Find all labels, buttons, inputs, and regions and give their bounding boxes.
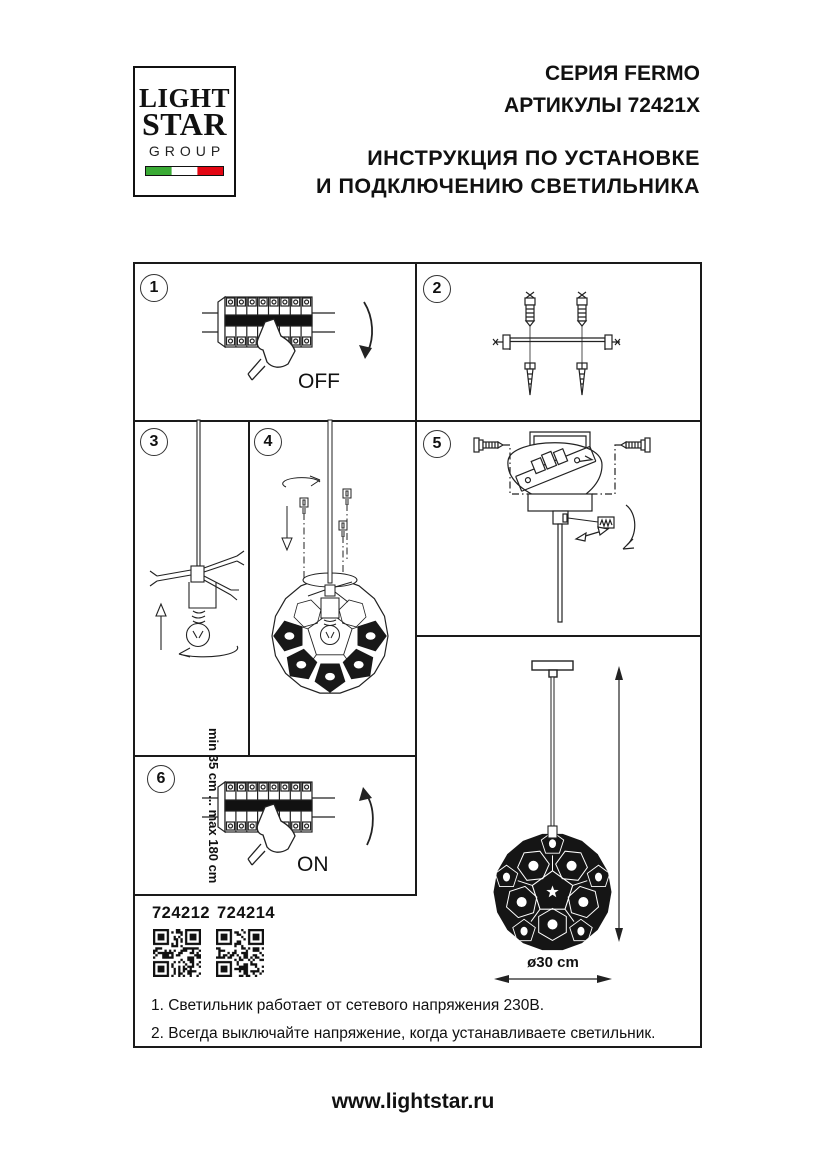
spring-icon bbox=[568, 517, 614, 528]
qr-code-724212 bbox=[153, 929, 201, 977]
header-instruction-block bbox=[316, 144, 700, 200]
header-series-block bbox=[504, 58, 700, 122]
shade-connector bbox=[548, 826, 557, 838]
on-label: ON bbox=[297, 853, 329, 876]
screw-icon bbox=[577, 363, 587, 395]
screw-icon bbox=[621, 438, 650, 452]
insert-down-arrow bbox=[282, 506, 292, 550]
series-title: СЕРИЯ FERMO bbox=[544, 62, 700, 85]
plate-neck bbox=[549, 670, 557, 677]
rotate-arrow bbox=[179, 646, 238, 657]
note-line: 1. Светильник работает от сетевого напряжения 230В. bbox=[151, 997, 545, 1014]
height-range-label: min 35 cm ... max 180 cm bbox=[206, 728, 221, 884]
instruction-title-line2: И ПОДКЛЮЧЕНИЮ СВЕТИЛЬНИКА bbox=[316, 174, 700, 198]
step-3-drawing bbox=[135, 420, 245, 750]
website-url: www.lightstar.ru bbox=[331, 1090, 495, 1113]
step-6-digit: 6 bbox=[156, 770, 166, 787]
screw-icon bbox=[525, 363, 535, 395]
article-code: 724212 bbox=[152, 904, 211, 922]
step-1-number bbox=[140, 274, 168, 302]
grid-divider-step5-bottom bbox=[415, 635, 700, 637]
step-3-digit: 3 bbox=[149, 433, 159, 450]
cap-screw-icon bbox=[339, 521, 347, 536]
instruction-title-line1: ИНСТРУКЦИЯ ПО УСТАНОВКЕ bbox=[367, 146, 700, 170]
italian-flag-icon bbox=[145, 166, 224, 176]
logo-word-group: GROUP bbox=[148, 143, 226, 159]
adjust-double-arrow bbox=[576, 527, 608, 541]
cap-screw-icon bbox=[300, 498, 308, 513]
step-2-number bbox=[423, 275, 451, 303]
mounting-bracket-drawing bbox=[493, 326, 620, 363]
logo-word-light: LIGHT bbox=[138, 83, 231, 113]
step-1-digit: 1 bbox=[149, 279, 159, 296]
suspension-rod bbox=[197, 420, 200, 566]
step-4-digit: 4 bbox=[263, 433, 273, 450]
step-5-digit: 5 bbox=[432, 435, 442, 452]
switch-off-arrow bbox=[359, 302, 372, 359]
pendant-dimension-drawing bbox=[420, 640, 698, 1042]
qr-code-724214 bbox=[216, 929, 264, 977]
grid-divider-vertical-main bbox=[415, 264, 417, 894]
step-2-drawing bbox=[455, 272, 695, 412]
grid-divider-step6-bottom bbox=[135, 894, 417, 896]
screw-icon bbox=[474, 438, 503, 452]
football-shade-silhouette bbox=[494, 832, 612, 950]
cap-screw-icon bbox=[343, 489, 351, 504]
articles-title: АРТИКУЛЫ 72421X bbox=[504, 94, 700, 117]
grid-divider-step6-top bbox=[135, 755, 417, 757]
wall-anchor-icon bbox=[577, 292, 587, 326]
note-line: 2. Всегда выключайте напряжение, когда устанавливаете светильник. bbox=[151, 1024, 656, 1042]
lightstar-logo bbox=[133, 66, 236, 197]
step-1-drawing bbox=[168, 278, 403, 403]
step-5-drawing bbox=[430, 425, 698, 630]
pendant-rod bbox=[558, 524, 562, 622]
ceiling-canopy bbox=[528, 494, 592, 511]
step-4-drawing bbox=[248, 420, 413, 752]
rotate-arrow bbox=[283, 476, 320, 487]
pendant-rod bbox=[551, 677, 554, 829]
step-6-drawing bbox=[168, 763, 403, 888]
diameter-label: ø30 cm bbox=[527, 954, 579, 971]
safety-notes bbox=[151, 992, 655, 1047]
ceiling-plate bbox=[532, 661, 573, 670]
article-code: 724214 bbox=[217, 904, 276, 922]
wall-anchor-icon bbox=[525, 292, 535, 326]
switch-on-arrow bbox=[359, 787, 373, 845]
insert-up-arrow bbox=[156, 604, 166, 650]
logo-word-star: STAR bbox=[142, 106, 227, 142]
rotate-arrow bbox=[623, 505, 635, 549]
light-bulb-icon bbox=[187, 611, 210, 647]
off-label: OFF bbox=[298, 370, 340, 393]
step-2-digit: 2 bbox=[432, 280, 442, 297]
height-dimension-arrow bbox=[615, 666, 623, 942]
diameter-dimension-arrow bbox=[494, 975, 612, 983]
